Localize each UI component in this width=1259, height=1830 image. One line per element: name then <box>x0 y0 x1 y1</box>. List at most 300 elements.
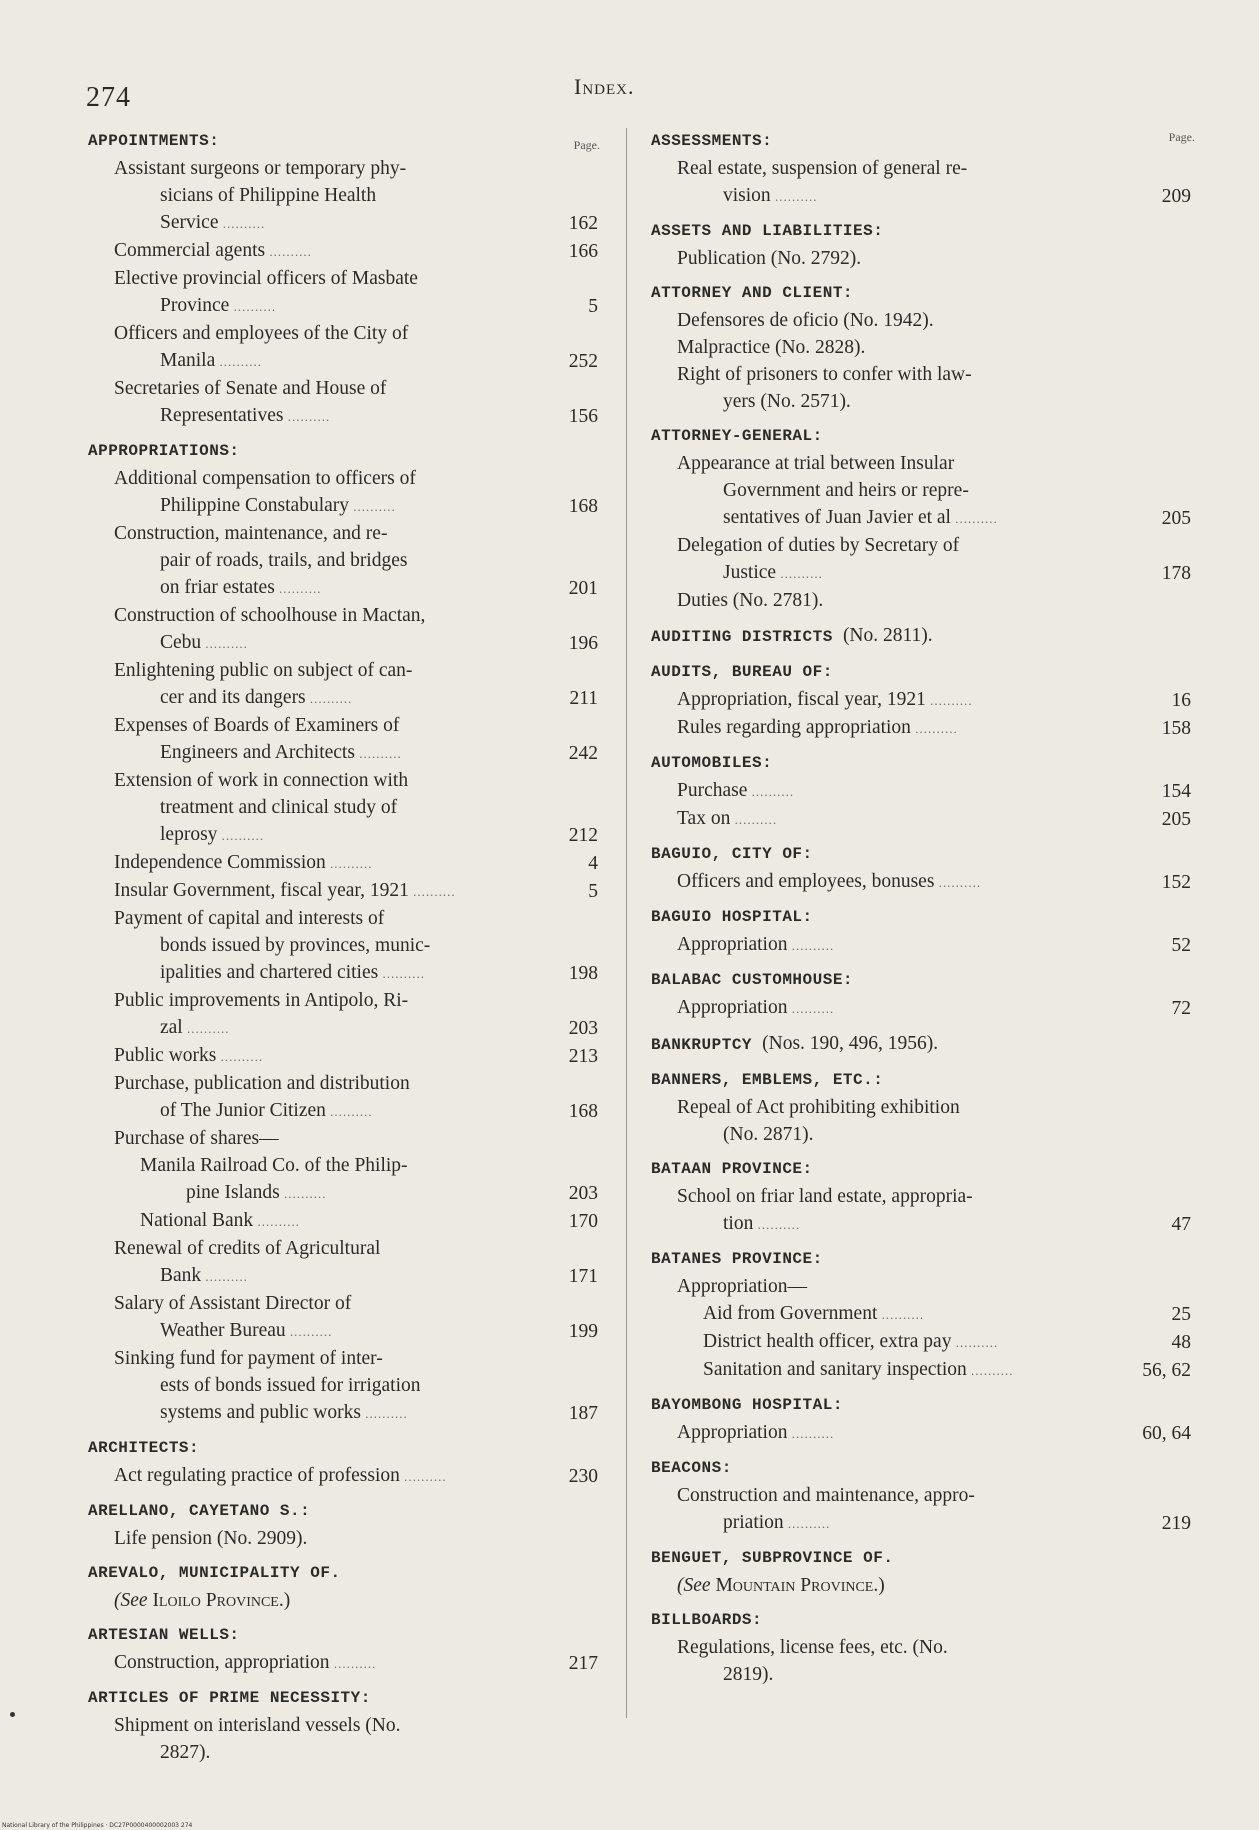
entry-line: Repeal of Act prohibiting exhibition <box>677 1097 960 1118</box>
entry-line: Life pension (No. 2909). <box>114 1528 308 1549</box>
page-ref: 60, 64 <box>1142 1423 1191 1444</box>
heading-text: APPOINTMENTS: <box>88 132 220 150</box>
leader-dots: .......... <box>753 1217 801 1232</box>
entry-line: Malpractice (No. 2828). <box>677 337 866 358</box>
entry-line: District health officer, extra pay .......... <box>703 1331 999 1352</box>
scan-footer: National Library of the Philippines · DC27P0000400002003 274 <box>2 1822 193 1829</box>
leader-dots: .......... <box>934 875 982 890</box>
entry-line: 2827). <box>160 1742 211 1763</box>
entry-line: Duties (No. 2781). <box>677 590 824 611</box>
entry-line: National Bank .......... <box>140 1210 300 1231</box>
index-heading <box>88 1435 598 1462</box>
index-entry <box>88 1462 598 1490</box>
entry-text <box>88 265 528 320</box>
page-ref: 168 <box>568 496 598 517</box>
index-entry <box>88 1712 598 1766</box>
entry-text <box>88 1649 528 1677</box>
index-heading <box>651 128 1191 155</box>
page-ref: 230 <box>568 1466 598 1487</box>
leader-dots: .......... <box>279 1186 327 1201</box>
page-ref: 217 <box>568 1653 598 1674</box>
entry-line: pine Islands .......... <box>186 1182 327 1203</box>
heading-text: ARELLANO, CAYETANO S.: <box>88 1502 311 1520</box>
entry-line: School on friar land estate, appropria- <box>677 1186 973 1207</box>
page-ref: 203 <box>568 1018 598 1039</box>
index-entry <box>651 777 1191 805</box>
entry-line: Real estate, suspension of general re- <box>677 158 968 179</box>
entry-text <box>88 602 528 657</box>
leader-dots: .......... <box>325 856 373 871</box>
index-entry <box>88 1345 598 1427</box>
index-entry <box>651 1356 1191 1384</box>
entry-text <box>88 320 528 375</box>
entry-text <box>651 450 1121 532</box>
heading-text: BANNERS, EMBLEMS, ETC.: <box>651 1071 884 1089</box>
entry-line: ests of bonds issued for irrigation <box>160 1375 421 1396</box>
index-heading <box>651 280 1191 307</box>
entry-text <box>651 1356 1121 1384</box>
entry-text <box>88 155 528 237</box>
index-entry <box>88 1070 598 1125</box>
entry-text <box>88 712 528 767</box>
entry-line: Aid from Government .......... <box>703 1303 925 1324</box>
entry-text <box>651 1273 1121 1300</box>
page-column-label: Page. <box>573 138 600 152</box>
index-entry <box>651 1419 1191 1447</box>
entry-line: Appropriation— <box>677 1276 807 1297</box>
index-entry <box>88 1235 598 1290</box>
leader-dots: .......... <box>218 216 266 231</box>
entry-line: Right of prisoners to confer with law- <box>677 364 972 385</box>
leader-dots: .......... <box>950 511 998 526</box>
index-entry <box>88 237 598 265</box>
heading-text: ATTORNEY AND CLIENT: <box>651 284 854 302</box>
index-entry <box>651 994 1191 1022</box>
leader-dots: .......... <box>182 1021 230 1036</box>
entry-line: Enlightening public on subject of can- <box>114 660 413 681</box>
page-ref: 213 <box>568 1046 598 1067</box>
entry-line: Construction of schoolhouse in Mactan, <box>114 605 426 626</box>
entry-line: (No. 2871). <box>723 1124 814 1145</box>
see-target: Iloilo Province.) <box>152 1590 291 1611</box>
page-ref: 47 <box>1171 1214 1191 1235</box>
heading-note: (No. 2811). <box>842 625 933 646</box>
index-heading <box>651 841 1191 868</box>
leader-dots: .......... <box>966 1363 1014 1378</box>
index-heading <box>651 1545 1191 1572</box>
page-ref: 199 <box>568 1321 598 1342</box>
entry-text <box>88 767 528 849</box>
entry-line: Construction, appropriation .......... <box>114 1652 377 1673</box>
entry-line: Act regulating practice of profession .......... <box>114 1465 447 1486</box>
entry-text <box>88 1152 528 1207</box>
leader-dots: .......... <box>408 884 456 899</box>
page-ref: 25 <box>1171 1304 1191 1325</box>
entry-text <box>651 532 1121 587</box>
entry-text <box>651 994 1121 1022</box>
entry-line: Appropriation, fiscal year, 1921 .......... <box>677 689 973 710</box>
entry-text <box>651 587 1121 614</box>
index-entry <box>651 1634 1191 1688</box>
entry-text <box>651 686 1121 714</box>
entry-line: of The Junior Citizen .......... <box>160 1100 373 1121</box>
entry-line: Insular Government, fiscal year, 1921 .......... <box>114 880 456 901</box>
heading-text: ARCHITECTS: <box>88 1439 200 1457</box>
entry-line: Government and heirs or repre- <box>723 480 969 501</box>
page-ref: 72 <box>1171 998 1191 1019</box>
index-heading <box>651 218 1191 245</box>
entry-text <box>651 1634 1121 1688</box>
entry-line: Appearance at trial between Insular <box>677 453 955 474</box>
heading-text: AREVALO, MUNICIPALITY OF. <box>88 1564 341 1582</box>
entry-line: Cebu .......... <box>160 632 248 653</box>
index-heading <box>651 622 1191 651</box>
entry-text <box>88 1290 528 1345</box>
index-entry <box>651 587 1191 614</box>
entry-line: priation .......... <box>723 1512 831 1533</box>
entry-text <box>88 905 528 987</box>
heading-text: BENGUET, SUBPROVINCE OF. <box>651 1549 894 1567</box>
entry-text <box>651 245 1121 272</box>
page-ref: 168 <box>568 1101 598 1122</box>
entry-text <box>88 375 528 430</box>
page-ref: 16 <box>1171 690 1191 711</box>
index-entry <box>88 1207 598 1235</box>
index-entry <box>651 931 1191 959</box>
entry-line: pair of roads, trails, and bridges <box>160 550 408 571</box>
leader-dots: .......... <box>229 299 277 314</box>
entry-text <box>88 877 528 905</box>
index-entry <box>651 1300 1191 1328</box>
leader-dots: .......... <box>201 1269 248 1284</box>
page-ref: 187 <box>568 1403 598 1424</box>
entry-line: 2819). <box>723 1664 774 1685</box>
index-entry <box>651 334 1191 361</box>
entry-text <box>88 1712 528 1766</box>
page-ref: 178 <box>1161 563 1191 584</box>
heading-text: ASSESSMENTS: <box>651 132 773 150</box>
entry-text <box>651 1300 1121 1328</box>
page-number: 274 <box>86 82 131 113</box>
index-heading <box>88 1560 598 1587</box>
entry-text <box>651 1094 1121 1148</box>
entry-line: Philippine Constabulary .......... <box>160 495 396 516</box>
page-ref: 154 <box>1161 781 1191 802</box>
index-heading <box>651 967 1191 994</box>
entry-text <box>88 465 528 520</box>
entry-text <box>88 1462 528 1490</box>
entry-line: Construction and maintenance, appro- <box>677 1485 975 1506</box>
entry-line: systems and public works .......... <box>160 1402 408 1423</box>
entry-line: Manila Railroad Co. of the Philip- <box>140 1155 408 1176</box>
entry-line: Expenses of Boards of Examiners of <box>114 715 400 736</box>
leader-dots: .......... <box>354 746 402 761</box>
entry-line: Construction, maintenance, and re- <box>114 523 388 544</box>
entry-text <box>651 307 1121 334</box>
leader-dots: .......... <box>951 1335 999 1350</box>
see-reference: (See Mountain Province.) <box>677 1575 885 1596</box>
entry-line: Publication (No. 2792). <box>677 248 862 269</box>
heading-text: BILLBOARDS: <box>651 1611 763 1629</box>
index-entry <box>88 849 598 877</box>
leader-dots: .......... <box>747 784 795 799</box>
index-entry <box>88 375 598 430</box>
entry-line: Sanitation and sanitary inspection .......... <box>703 1359 1014 1380</box>
page-ref: 4 <box>588 853 598 874</box>
leader-dots: .......... <box>783 1516 831 1531</box>
page-ref: 156 <box>568 406 598 427</box>
heading-text: AUDITS, BUREAU OF: <box>651 663 833 681</box>
index-entry <box>651 307 1191 334</box>
leader-dots: .......... <box>877 1307 925 1322</box>
index-entry <box>651 361 1191 415</box>
entry-text <box>651 155 1121 210</box>
entry-line: treatment and clinical study of <box>160 797 398 818</box>
see-word: See <box>120 1590 148 1611</box>
entry-line: Manila .......... <box>160 350 262 371</box>
leader-dots: .......... <box>253 1214 300 1229</box>
index-entry <box>651 868 1191 896</box>
entry-text <box>651 1482 1121 1537</box>
entry-line: zal .......... <box>160 1017 230 1038</box>
entry-line: on friar estates .......... <box>160 577 322 598</box>
entry-line: Appropriation .......... <box>677 934 835 955</box>
index-entry <box>651 1094 1191 1148</box>
page-ref: 205 <box>1161 508 1191 529</box>
index-heading <box>651 423 1191 450</box>
heading-text: ASSETS AND LIABILITIES: <box>651 222 884 240</box>
entry-line: yers (No. 2571). <box>723 391 851 412</box>
entry-text <box>651 805 1121 833</box>
index-heading <box>88 438 598 465</box>
entry-line: Sinking fund for payment of inter- <box>114 1348 383 1369</box>
index-entry <box>88 520 598 602</box>
entry-line: Elective provincial officers of Masbate <box>114 268 418 289</box>
index-heading <box>651 1455 1191 1482</box>
heading-text: APPROPRIATIONS: <box>88 442 240 460</box>
index-heading <box>651 1067 1191 1094</box>
entry-line: Tax on .......... <box>677 808 778 829</box>
entry-text <box>88 849 528 877</box>
leader-dots: .......... <box>217 828 265 843</box>
heading-text: BATAAN PROVINCE: <box>651 1160 813 1178</box>
entry-line: sicians of Philippine Health <box>160 185 377 206</box>
page-ref: 48 <box>1171 1332 1191 1353</box>
heading-text: BAYOMBONG HOSPITAL: <box>651 1396 843 1414</box>
leader-dots: .......... <box>283 409 331 424</box>
entry-line: Officers and employees of the City of <box>114 323 409 344</box>
entry-line: Additional compensation to officers of <box>114 468 416 489</box>
heading-text: ARTICLES OF PRIME NECESSITY: <box>88 1689 371 1707</box>
column-divider <box>626 128 627 1718</box>
page-ref: 166 <box>568 241 598 262</box>
entry-text <box>651 868 1121 896</box>
index-entry <box>88 767 598 849</box>
entry-line: Regulations, license fees, etc. (No. <box>677 1637 948 1658</box>
entry-line: Engineers and Architects .......... <box>160 742 402 763</box>
entry-line: Purchase .......... <box>677 780 795 801</box>
entry-line: tion .......... <box>723 1213 801 1234</box>
index-entry <box>88 1042 598 1070</box>
entry-line: Commercial agents .......... <box>114 240 312 261</box>
index-heading <box>88 1498 598 1525</box>
index-entry <box>88 320 598 375</box>
index-entry <box>88 602 598 657</box>
page-ref: 212 <box>568 825 598 846</box>
index-entry <box>651 450 1191 532</box>
left-column <box>88 128 598 1766</box>
leader-dots: .......... <box>378 966 425 981</box>
page-ref: 170 <box>568 1211 598 1232</box>
leader-dots: .......... <box>265 244 312 259</box>
running-head: Index. <box>574 74 635 99</box>
index-entry <box>88 905 598 987</box>
entry-line: Renewal of credits of Agricultural <box>114 1238 381 1259</box>
leader-dots: .......... <box>787 1426 835 1441</box>
entry-text <box>88 987 528 1042</box>
index-entry <box>88 1649 598 1677</box>
index-entry <box>88 877 598 905</box>
index-entry <box>651 686 1191 714</box>
index-heading <box>651 1030 1191 1059</box>
page-ref: 198 <box>568 963 598 984</box>
index-entry <box>651 1482 1191 1537</box>
entry-text <box>88 1345 528 1427</box>
leader-dots: .......... <box>305 691 353 706</box>
index-entry <box>88 1125 598 1152</box>
page-ref: 152 <box>1161 872 1191 893</box>
index-entry <box>651 805 1191 833</box>
leader-dots: .......... <box>216 1049 264 1064</box>
heading-text: BANKRUPTCY <box>651 1036 753 1054</box>
index-entry <box>88 1290 598 1345</box>
heading-text: ATTORNEY-GENERAL: <box>651 427 823 445</box>
entry-text <box>88 1235 528 1290</box>
leader-dots: .......... <box>399 1469 447 1484</box>
leader-dots: .......... <box>274 581 322 596</box>
index-entry <box>651 1328 1191 1356</box>
entry-text <box>88 1042 528 1070</box>
entry-text <box>651 1183 1121 1238</box>
leader-dots: .......... <box>787 1001 835 1016</box>
entry-line: vision .......... <box>723 185 818 206</box>
entry-text <box>88 1207 528 1235</box>
entry-text <box>651 931 1121 959</box>
entry-line: Public improvements in Antipolo, Ri- <box>114 990 409 1011</box>
page-ref: 201 <box>568 578 598 599</box>
entry-line: Shipment on interisland vessels (No. <box>114 1715 401 1736</box>
leader-dots: .......... <box>910 721 958 736</box>
entry-text <box>651 777 1121 805</box>
index-heading <box>88 128 598 155</box>
entry-text <box>651 1328 1121 1356</box>
leader-dots: .......... <box>215 354 262 369</box>
index-entry <box>651 1183 1191 1238</box>
page-ref: 158 <box>1161 718 1191 739</box>
heading-text: BALABAC CUSTOMHOUSE: <box>651 971 854 989</box>
entry-line: Assistant surgeons or temporary phy- <box>114 158 407 179</box>
entry-line: Appropriation .......... <box>677 997 835 1018</box>
right-column <box>651 128 1195 1688</box>
entry-line: Service .......... <box>160 212 266 233</box>
entry-line: Independence Commission .......... <box>114 852 373 873</box>
entry-text <box>88 1525 528 1552</box>
entry-text <box>651 1419 1121 1447</box>
leader-dots: .......... <box>285 1324 333 1339</box>
entry-text <box>88 1125 528 1152</box>
entry-line: Rules regarding appropriation .......... <box>677 717 958 738</box>
entry-line: Purchase of shares— <box>114 1128 279 1149</box>
leader-dots: .......... <box>730 812 778 827</box>
index-heading <box>651 1246 1191 1273</box>
leader-dots: .......... <box>925 693 973 708</box>
page-ref: 242 <box>568 743 598 764</box>
entry-line: Weather Bureau .......... <box>160 1320 333 1341</box>
heading-text: BAGUIO HOSPITAL: <box>651 908 813 926</box>
leader-dots: .......... <box>325 1104 373 1119</box>
heading-text: AUDITING DISTRICTS <box>651 628 833 646</box>
see-reference: (See Iloilo Province.) <box>114 1590 291 1611</box>
index-entry <box>651 714 1191 742</box>
entry-line: Bank .......... <box>160 1265 248 1286</box>
index-entry <box>88 1525 598 1552</box>
index-entry <box>88 265 598 320</box>
page-ref: 205 <box>1161 809 1191 830</box>
page-ref: 52 <box>1171 935 1191 956</box>
entry-line: bonds issued by provinces, munic- <box>160 935 431 956</box>
entry-text <box>651 334 1121 361</box>
index-heading <box>651 659 1191 686</box>
heading-text: BATANES PROVINCE: <box>651 1250 823 1268</box>
entry-line: Delegation of duties by Secretary of <box>677 535 960 556</box>
entry-line: Province .......... <box>160 295 277 316</box>
entry-line: Officers and employees, bonuses .......... <box>677 871 982 892</box>
entry-line: leprosy .......... <box>160 824 265 845</box>
index-entry <box>88 987 598 1042</box>
entry-text <box>88 237 528 265</box>
index-entry <box>88 465 598 520</box>
heading-note: (Nos. 190, 496, 1956). <box>762 1033 939 1054</box>
leader-dots: .......... <box>349 499 396 514</box>
page-ref: 219 <box>1161 1513 1191 1534</box>
entry-text <box>651 361 1121 415</box>
entry-line: Public works .......... <box>114 1045 264 1066</box>
index-heading <box>651 1392 1191 1419</box>
page-ref: 203 <box>568 1183 598 1204</box>
index-entry <box>651 1273 1191 1300</box>
page-ref: 196 <box>568 633 598 654</box>
entry-text <box>651 714 1121 742</box>
page-ref: 209 <box>1161 186 1191 207</box>
index-heading <box>651 904 1191 931</box>
entry-text <box>88 1070 528 1125</box>
index-heading <box>651 1156 1191 1183</box>
index-entry <box>651 245 1191 272</box>
index-heading <box>88 1685 598 1712</box>
entry-line: sentatives of Juan Javier et al .......... <box>723 507 998 528</box>
entry-line: Representatives .......... <box>160 405 331 426</box>
page-column-label: Page. <box>1168 130 1195 144</box>
index-entry <box>651 532 1191 587</box>
index-entry <box>651 155 1191 210</box>
index-entry <box>88 155 598 237</box>
index-entry <box>88 657 598 712</box>
index-heading <box>651 750 1191 777</box>
entry-line: Secretaries of Senate and House of <box>114 378 387 399</box>
heading-text: AUTOMOBILES: <box>651 754 773 772</box>
page-ref: 5 <box>588 296 598 317</box>
entry-line: Appropriation .......... <box>677 1422 835 1443</box>
